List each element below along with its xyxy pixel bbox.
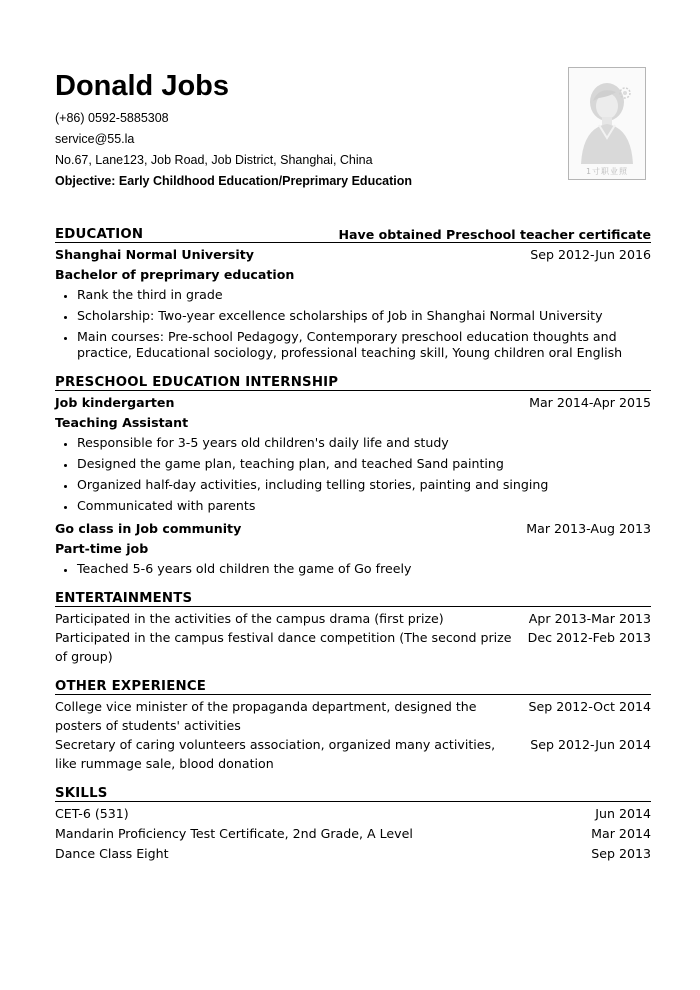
education-bullets xyxy=(55,287,651,361)
job-dates: Mar 2014-Apr 2015 xyxy=(529,395,651,410)
job-bullets xyxy=(55,435,651,514)
degree: Bachelor of preprimary education xyxy=(55,267,295,282)
skills-title: SKILLS xyxy=(55,786,108,801)
education-section-header xyxy=(55,221,651,243)
skills-section-header xyxy=(55,780,651,802)
list-item: • Teached 5-6 years old children the game of Go freely xyxy=(77,561,651,577)
entry-dates: Sep 2013 xyxy=(591,846,651,861)
job-organization: Job kindergarten xyxy=(55,395,175,410)
skill-entry xyxy=(55,804,651,824)
job-role: Teaching Assistant xyxy=(55,415,189,430)
education-certificate-note: Have obtained Preschool teacher certificate xyxy=(338,227,651,242)
education-degree-row xyxy=(55,265,651,285)
other-experience-entry xyxy=(55,697,651,735)
candidate-name: Donald Jobs xyxy=(55,70,230,102)
resume-header xyxy=(55,68,555,192)
entertainments-title: ENTERTAINMENTS xyxy=(55,591,193,606)
person-silhouette-icon xyxy=(569,68,645,164)
skill-entry xyxy=(55,844,651,864)
internship-section-header xyxy=(55,369,651,391)
job-role: Part-time job xyxy=(55,541,149,556)
career-objective: Objective: Early Childhood Education/Preprimary Education xyxy=(55,174,413,188)
list-item: • Scholarship: Two-year excellence scholarships of Job in Shanghai Normal University xyxy=(77,308,651,324)
entertainment-entry xyxy=(55,628,651,666)
entry-dates: Sep 2012-Oct 2014 xyxy=(528,699,651,714)
list-item: • Designed the game plan, teaching plan, and teached Sand painting xyxy=(77,456,651,472)
resume-body xyxy=(55,221,651,864)
education-dates: Sep 2012-Jun 2016 xyxy=(530,247,651,262)
job-organization: Go class in Job community xyxy=(55,521,242,536)
entry-dates: Sep 2012-Jun 2014 xyxy=(530,737,651,752)
email-address: service@55.la xyxy=(55,132,135,146)
list-item: • Rank the third in grade xyxy=(77,287,651,303)
other-experience-title: OTHER EXPERIENCE xyxy=(55,679,207,694)
photo-caption: 1寸职业照 xyxy=(585,167,629,176)
entry-text: College vice minister of the propaganda department, designed the posters of students' activities xyxy=(55,699,477,733)
internship-title: PRESCHOOL EDUCATION INTERNSHIP xyxy=(55,375,339,390)
job-bullets xyxy=(55,561,651,577)
entry-text: Dance Class Eight xyxy=(55,846,169,861)
job-row xyxy=(55,519,651,539)
skill-entry xyxy=(55,824,651,844)
school-name: Shanghai Normal University xyxy=(55,247,254,262)
entertainments-section-header xyxy=(55,585,651,607)
phone-number: (+86) 0592-5885308 xyxy=(55,111,169,125)
entry-text: CET-6 (531) xyxy=(55,806,129,821)
profile-photo-placeholder xyxy=(568,67,646,180)
entry-text: Participated in the activities of the campus drama (first prize) xyxy=(55,611,444,626)
job-role-row xyxy=(55,413,651,433)
entry-text: Participated in the campus festival dance competition (The second prize of group) xyxy=(55,630,512,664)
list-item: • Organized half-day activities, including telling stories, painting and singing xyxy=(77,477,651,493)
entry-text: Mandarin Proficiency Test Certificate, 2nd Grade, A Level xyxy=(55,826,413,841)
entry-dates: Mar 2014 xyxy=(591,826,651,841)
other-experience-entry xyxy=(55,735,651,773)
list-item: • Responsible for 3-5 years old children's daily life and study xyxy=(77,435,651,451)
job-role-row xyxy=(55,539,651,559)
job-row xyxy=(55,393,651,413)
entry-dates: Jun 2014 xyxy=(595,806,651,821)
education-title: EDUCATION xyxy=(55,227,144,242)
entertainment-entry xyxy=(55,609,651,628)
home-address: No.67, Lane123, Job Road, Job District, Shanghai, China xyxy=(55,153,373,167)
list-item: • Communicated with parents xyxy=(77,498,651,514)
list-item: • Main courses: Pre-school Pedagogy, Contemporary preschool education thoughts and practice, Educational sociology, professional teaching skill, Young children oral English xyxy=(77,329,651,361)
entry-text: Secretary of caring volunteers association, organized many activities, like rummage sale, blood donation xyxy=(55,737,496,771)
other-experience-section-header xyxy=(55,673,651,695)
job-dates: Mar 2013-Aug 2013 xyxy=(526,521,651,536)
education-school-row xyxy=(55,245,651,265)
entry-dates: Dec 2012-Feb 2013 xyxy=(527,630,651,645)
entry-dates: Apr 2013-Mar 2013 xyxy=(528,611,651,626)
